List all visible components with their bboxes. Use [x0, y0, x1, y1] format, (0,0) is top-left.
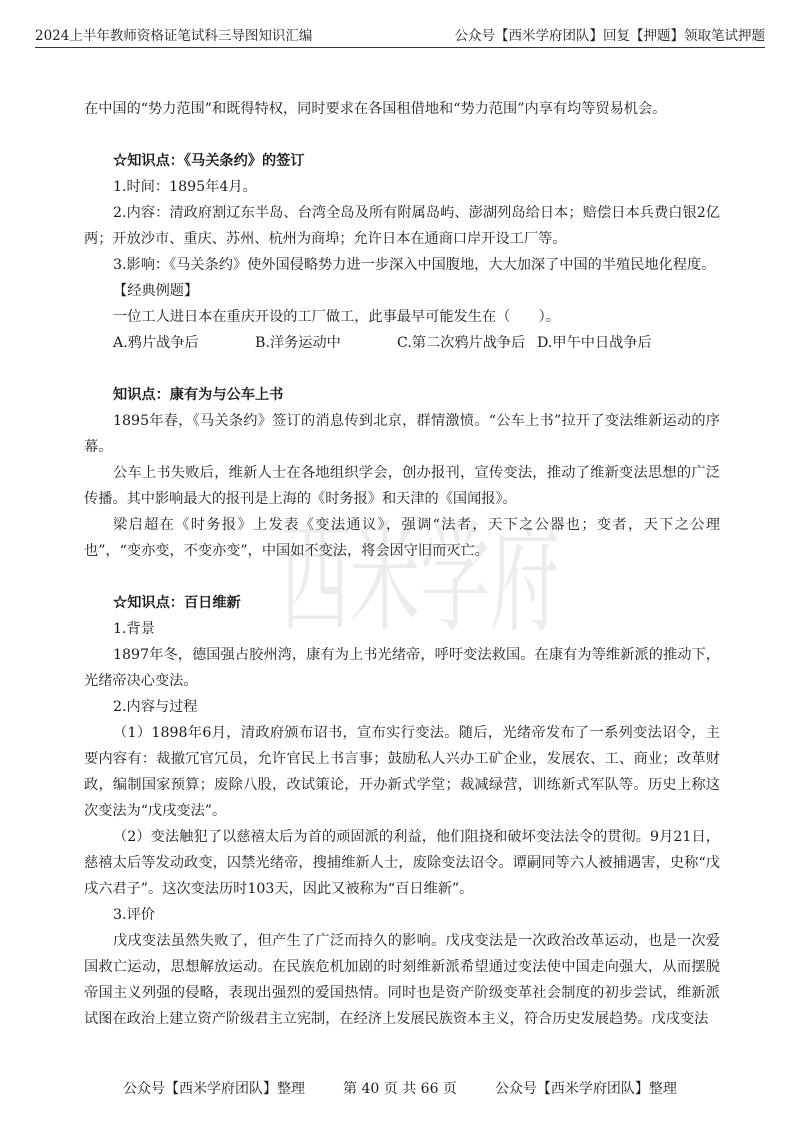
example-label: 【经典例题】: [113, 283, 199, 299]
footer-left: 公众号【西米学府团队】整理: [123, 1081, 306, 1097]
document-body: [84, 96, 720, 1032]
paragraph: 2.内容：清政府割辽东半岛、台湾全岛及所有附属岛屿、澎湖列岛给日本；赔偿日本兵费白银2亿两；开放沙市、重庆、苏州、杭州为商埠；允许日本在通商口岸开设工厂等。: [84, 205, 720, 247]
option-c: C.第二次鸦片战争后: [397, 335, 526, 351]
answer-options: [84, 330, 720, 356]
paragraph: 梁启超在《时务报》上发表《变法通议》，强调“法者，天下之公器也；变者，天下之公理也”，“变亦变，不变亦变”，中国如不变法，将会因守旧而灭亡。: [84, 517, 720, 559]
paragraph: 1895年春，《马关条约》签订的消息传到北京，群情激愤。“公车上书”拉开了变法维新运动的序幕。: [84, 413, 720, 455]
option-d: D.甲午中日战争后: [537, 335, 652, 351]
intro-paragraph: 在中国的“势力范围”和既得特权，同时要求在各国租借地和“势力范围”内享有均等贸易机会。: [84, 101, 667, 117]
paragraph: 戊戌变法虽然失败了，但产生了广泛而持久的影响。戊戌变法是一次政治改革运动，也是一次爱国救亡运动，思想解放运动。在民族危机加剧的时刻维新派希望通过变法使中国走向强大，从而摆脱帝国主义列强的侵略，表现出强烈的爱国热情。同时也是资产阶级变革社会制度的初步尝试，维新派试图在政治上建立资产阶级君主立宪制，在经济上发展民族资本主义，符合历史发展趋势。戊戌变法: [84, 933, 720, 1027]
page-number: 第 40 页 共 66 页: [343, 1081, 457, 1097]
subheading: 1.背景: [113, 621, 155, 637]
header-promo: 公众号【西米学府团队】回复【押题】领取笔试押题: [454, 28, 765, 44]
page-footer: [0, 1078, 800, 1098]
subheading: 3.评价: [113, 907, 155, 923]
paragraph: （1）1898年6月，清政府颁布诏书，宣布实行变法。随后，光绪帝发布了一系列变法诏令，主要内容有：裁撤冗官冗员，允许官民上书言事；鼓励私人兴办工矿企业，发展农、工、商业；改革财政，编制国家预算；废除八股，改试策论，开办新式学堂；裁减绿营，训练新式军队等。历史上称这次变法为“戊戌变法”。: [84, 725, 720, 819]
option-a: A.鸦片战争后: [113, 335, 199, 351]
header-divider: [35, 47, 765, 48]
section-heading-kangyouwei: 知识点：康有为与公车上书: [113, 387, 284, 403]
paragraph: 3.影响：《马关条约》使外国侵略势力进一步深入中国腹地，大大加深了中国的半殖民地化程度。: [113, 257, 716, 273]
subheading: 2.内容与过程: [113, 699, 198, 715]
paragraph: 公车上书失败后，维新人士在各地组织学会，创办报刊，宣传变法，推动了维新变法思想的广泛传播。其中影响最大的报刊是上海的《时务报》和天津的《国闻报》。: [84, 465, 720, 507]
paragraph: 1897年冬，德国强占胶州湾，康有为上书光绪帝，呼吁变法救国。在康有为等维新派的推动下，光绪帝决心变法。: [84, 647, 720, 689]
option-b: B.洋务运动中: [255, 335, 341, 351]
watermark-text: 西米学府: [280, 510, 560, 649]
header-title: 2024上半年教师资格证笔试科三导图知识汇编: [35, 28, 313, 44]
section-heading-bairi: ☆知识点：百日维新: [113, 595, 241, 611]
paragraph: （2）变法触犯了以慈禧太后为首的顽固派的利益，他们阻挠和破坏变法法令的贯彻。9月21日，慈禧太后等发动政变，囚禁光绪帝，搜捕维新人士，废除变法诏令。谭嗣同等六人被捕遇害，史称“戊戌六君子”。这次变法历时103天，因此又被称为“百日维新”。: [84, 829, 720, 897]
paragraph: 1.时间：1895年4月。: [113, 179, 257, 195]
question-text: 一位工人进日本在重庆开设的工厂做工，此事最早可能发生在（ ）。: [113, 309, 560, 325]
page-header: [35, 22, 765, 44]
section-heading-maguan: ☆知识点：《马关条约》的签订: [113, 153, 305, 169]
footer-right: 公众号【西米学府团队】整理: [494, 1081, 677, 1097]
